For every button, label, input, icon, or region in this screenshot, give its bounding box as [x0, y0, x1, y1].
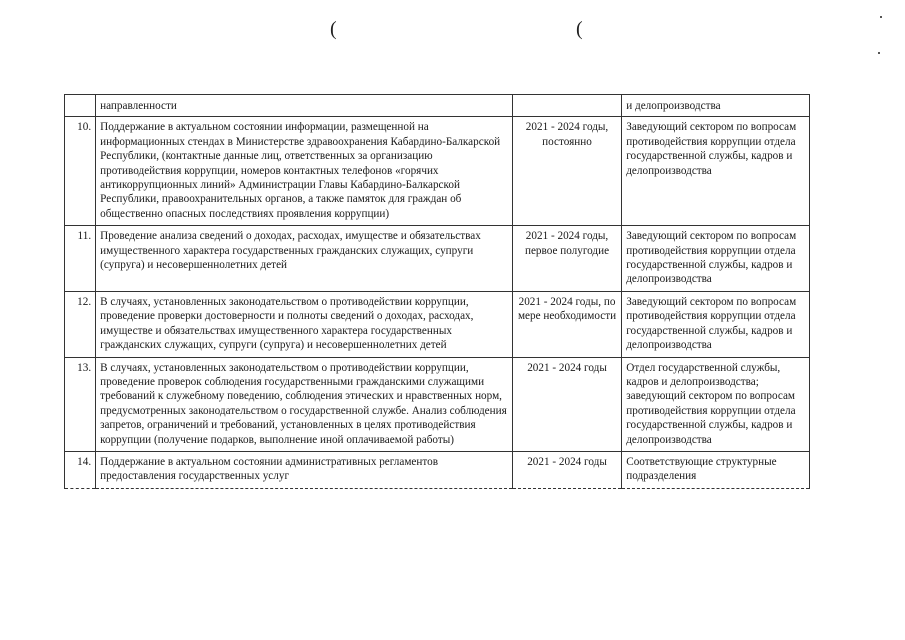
measure-cell: Поддержание в актуальном состоянии информации, размещенной на информационных стендах в Министерстве здравоохранения Кабардино-Балкарской Республики, (контактные данные лиц, ответственных за организацию противодействия коррупции, номеров контактных телефонов «горячих антикоррупционных линий» Администрации Главы Кабардино-Балкарской Республики, правоохранительных органов, а также памяток для граждан об общественно опасных последствиях проявления коррупции): [96, 117, 513, 226]
table-row: [65, 451, 810, 488]
row-number: 10.: [65, 117, 96, 226]
responsible-cell: Заведующий сектором по вопросам противодействия коррупции отдела государственной службы, кадров и делопроизводства: [622, 226, 810, 292]
term-cell: 2021 - 2024 годы: [512, 357, 621, 451]
term-cell: [512, 95, 621, 117]
table-row: [65, 226, 810, 292]
measure-cell: В случаях, установленных законодательством о противодействии коррупции, проведение проверки достоверности и полноты сведений о доходах, расходах, имуществе и обязательствах имущественного характера государственных гражданских служащих, супруги (супруга) и несовершеннолетних детей: [96, 291, 513, 357]
table-row: [65, 291, 810, 357]
term-cell: 2021 - 2024 годы, первое полугодие: [512, 226, 621, 292]
responsible-cell: Соответствующие структурные подразделения: [622, 451, 810, 488]
measure-cell: Поддержание в актуальном состоянии административных регламентов предоставления государственных услуг: [96, 451, 513, 488]
scan-mark-left: (: [330, 18, 337, 40]
scan-speck: [878, 52, 880, 54]
row-number: 14.: [65, 451, 96, 488]
table-row: [65, 357, 810, 451]
term-cell: 2021 - 2024 годы, постоянно: [512, 117, 621, 226]
responsible-cell: и делопроизводства: [622, 95, 810, 117]
measure-cell: В случаях, установленных законодательством о противодействии коррупции, проведение проверок соблюдения государственными гражданскими служащими требований к служебному поведению, соблюдения этических и нравственных норм, предусмотренных законодательством о государственной службе. Анализ соблюдения запретов, ограничений и требований, установленных в целях противодействия коррупции (получение подарков, выполнение иной оплачиваемой работы): [96, 357, 513, 451]
measure-cell: направленности: [96, 95, 513, 117]
row-number: 11.: [65, 226, 96, 292]
responsible-cell: Заведующий сектором по вопросам противодействия коррупции отдела государственной службы, кадров и делопроизводства: [622, 117, 810, 226]
table-row: [65, 117, 810, 226]
measure-cell: Проведение анализа сведений о доходах, расходах, имуществе и обязательствах имущественного характера государственных гражданских служащих, супруги (супруга) и несовершеннолетних детей: [96, 226, 513, 292]
scan-mark-right: (: [576, 18, 583, 40]
table-row-continuation: [65, 95, 810, 117]
anticorruption-plan-table: [64, 94, 810, 489]
term-cell: 2021 - 2024 годы, по мере необходимости: [512, 291, 621, 357]
term-cell: 2021 - 2024 годы: [512, 451, 621, 488]
responsible-cell: Отдел государственной службы, кадров и делопроизводства; заведующий сектором по вопросам противодействия коррупции отдела государственной службы, кадров и делопроизводства: [622, 357, 810, 451]
row-number: 13.: [65, 357, 96, 451]
responsible-cell: Заведующий сектором по вопросам противодействия коррупции отдела государственной службы, кадров и делопроизводства: [622, 291, 810, 357]
row-number: 12.: [65, 291, 96, 357]
scan-speck: [880, 16, 882, 18]
row-number: [65, 95, 96, 117]
